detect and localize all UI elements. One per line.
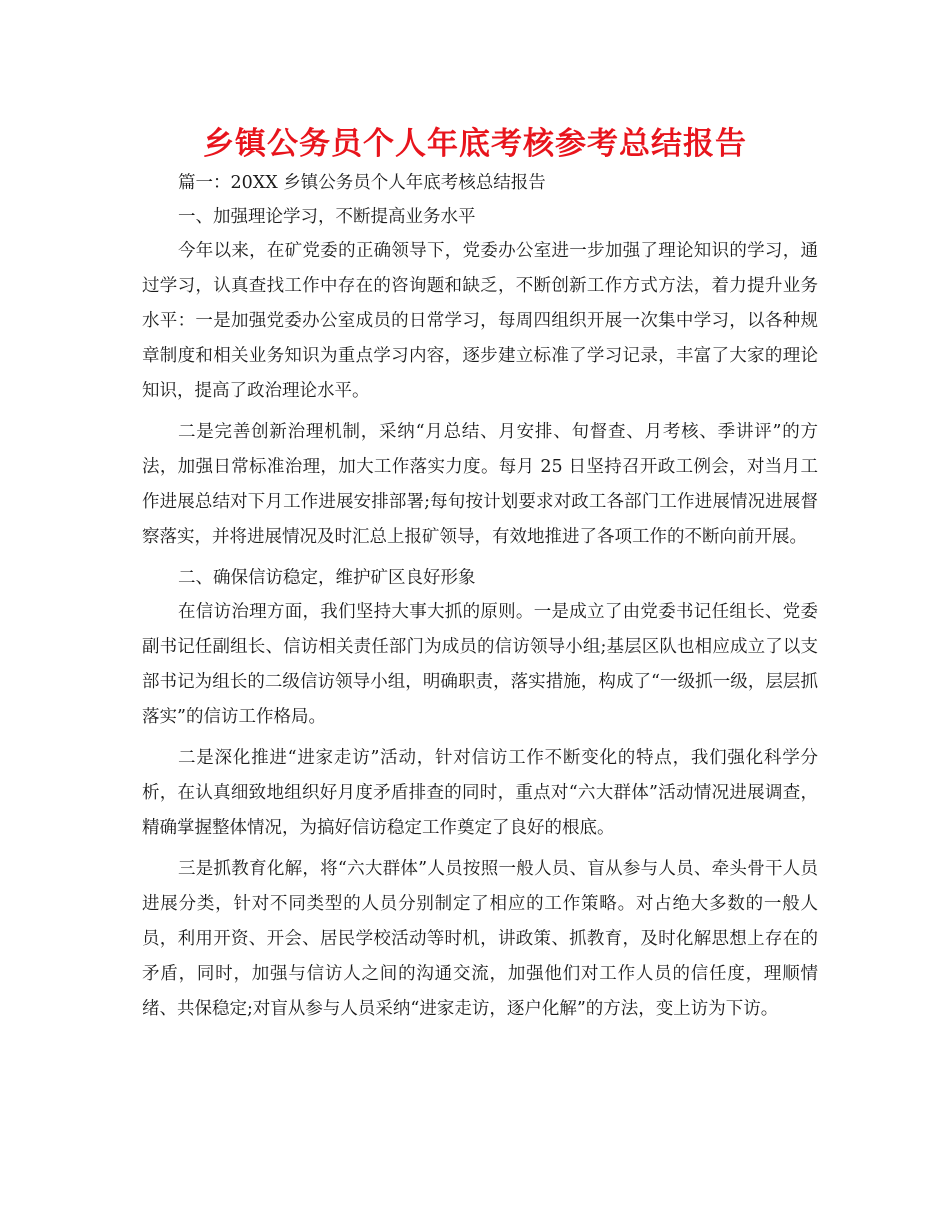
paragraph-3: 在信访治理方面，我们坚持大事大抓的原则。一是成立了由党委书记任组长、党委副书记任副组长、信访相关责任部门为成员的信访领导小组;基层区队也相应成立了以支部书记为组长的二级信访领导小组，明确职责，落实措施，构成了“一级抓一级，层层抓落实”的信访工作格局。 — [142, 602, 818, 727]
paragraph-2: 二是完善创新治理机制，采纳“月总结、月安排、旬督查、月考核、季讲评”的方法，加强日常标准治理，加大工作落实力度。每月 25 日坚持召开政工例会，对当月工作进展总结对下月工作进展安排部署;每旬按计划要求对政工各部门工作进展情况进展督察落实，并将进展情况及时汇总上报矿领导，有效地推进了各项工作的不断向前开展。 — [142, 422, 818, 547]
paragraph-5: 三是抓教育化解，将“六大群体”人员按照一般人员、盲从参与人员、牵头骨干人员进展分类，针对不同类型的人员分别制定了相应的工作策略。对占绝大多数的一般人员，利用开资、开会、居民学校活动等时机，讲政策、抓教育，及时化解思想上存在的矛盾，同时，加强与信访人之间的沟通交流，加强他们对工作人员的信任度，理顺情绪、共保稳定;对盲从参与人员采纳“进家走访，逐户化解”的方法，变上访为下访。 — [142, 859, 818, 1019]
article-subtitle: 篇一：20XX 乡镇公务员个人年底考核总结报告 — [178, 173, 546, 193]
document-title: 乡镇公务员个人年底考核参考总结报告 — [203, 126, 747, 162]
paragraph-4: 二是深化推进“进家走访”活动，针对信访工作不断变化的特点，我们强化科学分析，在认真细致地组织好月度矛盾排查的同时，重点对“六大群体”活动情况进展调查，精确掌握整体情况，为搞好信访稳定工作奠定了良好的根底。 — [142, 748, 818, 838]
section-heading-1: 一、加强理论学习，不断提高业务水平 — [178, 207, 476, 227]
paragraph-1: 今年以来，在矿党委的正确领导下，党委办公室进一步加强了理论知识的学习，通过学习，认真查找工作中存在的咨询题和缺乏，不断创新工作方式方法，着力提升业务水平：一是加强党委办公室成员的日常学习，每周四组织开展一次集中学习，以各种规章制度和相关业务知识为重点学习内容，逐步建立标准了学习记录，丰富了大家的理论知识，提高了政治理论水平。 — [142, 241, 818, 401]
section-heading-2: 二、确保信访稳定，维护矿区良好形象 — [178, 568, 476, 588]
document-body — [142, 166, 818, 1033]
